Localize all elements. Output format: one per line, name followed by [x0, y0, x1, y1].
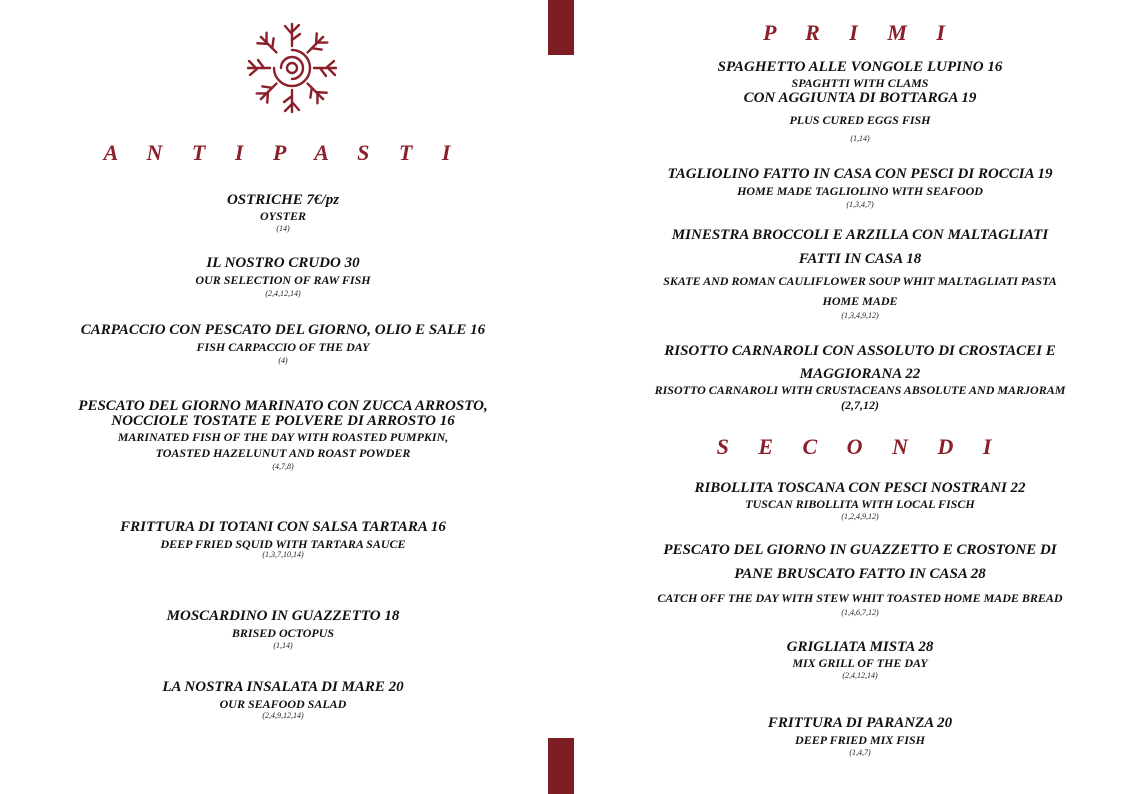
dish-description: DEEP FRIED MIX FISH [795, 733, 925, 747]
section-title-antipasti: A N T I P A S T I [103, 140, 463, 165]
dish-name: PESCATO DEL GIORNO MARINATO CON ZUCCA ARROSTO, [78, 398, 488, 414]
dish-name: PESCATO DEL GIORNO IN GUAZZETTO E CROSTONE DI [663, 542, 1057, 558]
dish-allergens: (2,4,12,14) [842, 671, 878, 680]
dish-description: DEEP FRIED SQUID WITH TARTARA SAUCE [160, 537, 406, 551]
dish-name-line2: CON AGGIUNTA DI BOTTARGA 19 [743, 90, 977, 106]
dish-allergens: (1,3,7,10,14) [262, 550, 304, 559]
dish-name: MINESTRA BROCCOLI E ARZILLA CON MALTAGLIATI [671, 227, 1049, 243]
coral-sun-logo-icon [240, 20, 344, 116]
dish-description: SKATE AND ROMAN CAULIFLOWER SOUP WHIT MALTAGLIATI PASTA [663, 274, 1057, 288]
dish-description-line2: HOME MADE [822, 294, 898, 308]
dish-name-line2: MAGGIORANA 22 [799, 366, 921, 382]
dish-name: SPAGHETTO ALLE VONGOLE LUPINO 16 [717, 59, 1003, 75]
dish-allergens: (2,7,12) [841, 398, 879, 412]
decorative-bar-bottom [548, 738, 574, 794]
dish-allergens: (2,4,9,12,14) [262, 711, 304, 720]
dish-name: IL NOSTRO CRUDO 30 [206, 255, 360, 271]
dish-name: GRIGLIATA MISTA 28 [786, 639, 934, 655]
dish-description: TUSCAN RIBOLLITA WITH LOCAL FISCH [745, 497, 975, 511]
dish-name: RIBOLLITA TOSCANA CON PESCI NOSTRANI 22 [694, 480, 1026, 496]
dish-description: MIX GRILL OF THE DAY [792, 656, 928, 670]
dish-allergens: (2,4,12,14) [265, 289, 301, 298]
dish-description: OYSTER [259, 209, 306, 223]
dish-name: FRITTURA DI PARANZA 20 [767, 715, 953, 731]
dish-name: TAGLIOLINO FATTO IN CASA CON PESCI DI ROCCIA 19 [667, 166, 1053, 182]
dish-description: SPAGHTTI WITH CLAMS [791, 76, 929, 90]
section-title-secondi: S E C O N D I [716, 434, 1004, 459]
dish-name: MOSCARDINO IN GUAZZETTO 18 [166, 608, 400, 624]
dish-allergens: (1,3,4,9,12) [841, 311, 879, 320]
dish-name: FRITTURA DI TOTANI CON SALSA TARTARA 16 [120, 519, 446, 535]
dish-name: RISOTTO CARNAROLI CON ASSOLUTO DI CROSTACEI E [664, 343, 1056, 359]
decorative-bar-top [548, 0, 574, 55]
dish-allergens: (1,14) [850, 134, 870, 143]
dish-name-line2: FATTI IN CASA 18 [798, 251, 922, 267]
dish-name: LA NOSTRA INSALATA DI MARE 20 [162, 679, 404, 695]
dish-allergens: (1,2,4,9,12) [841, 512, 879, 521]
dish-allergens: (4) [278, 356, 288, 365]
section-title-primi: P R I M I [763, 20, 957, 45]
dish-description-line2: PLUS CURED EGGS FISH [789, 113, 931, 127]
dish-description-line2: TOASTED HAZELUNUT AND ROAST POWDER [155, 446, 411, 460]
dish-description: FISH CARPACCIO OF THE DAY [196, 340, 370, 354]
dish-description: MARINATED FISH OF THE DAY WITH ROASTED PUMPKIN, [117, 430, 449, 444]
dish-name-line2: PANE BRUSCATO FATTO IN CASA 28 [734, 566, 986, 582]
dish-allergens: (4,7,8) [272, 462, 294, 471]
dish-allergens: (14) [276, 224, 290, 233]
dish-allergens: (1,14) [273, 641, 293, 650]
dish-name: OSTRICHE 7€/pz [226, 192, 340, 208]
dish-description: RISOTTO CARNAROLI WITH CRUSTACEANS ABSOLUTE AND MARJORAM [654, 383, 1066, 397]
dish-allergens: (1,3,4,7) [846, 200, 874, 209]
dish-description: HOME MADE TAGLIOLINO WITH SEAFOOD [737, 184, 983, 198]
dish-name-line2: NOCCIOLE TOSTATE E POLVERE DI ARROSTO 16 [111, 413, 455, 429]
dish-allergens: (1,4,7) [849, 748, 871, 757]
dish-description: CATCH OFF THE DAY WITH STEW WHIT TOASTED HOME MADE BREAD [657, 591, 1063, 605]
dish-description: OUR SEAFOOD SALAD [219, 697, 347, 711]
dish-name: CARPACCIO CON PESCATO DEL GIORNO, OLIO E SALE 16 [80, 322, 486, 338]
dish-description: OUR SELECTION OF RAW FISH [195, 273, 371, 287]
dish-description: BRISED OCTOPUS [231, 626, 335, 640]
dish-allergens: (1,4,6,7,12) [841, 608, 879, 617]
